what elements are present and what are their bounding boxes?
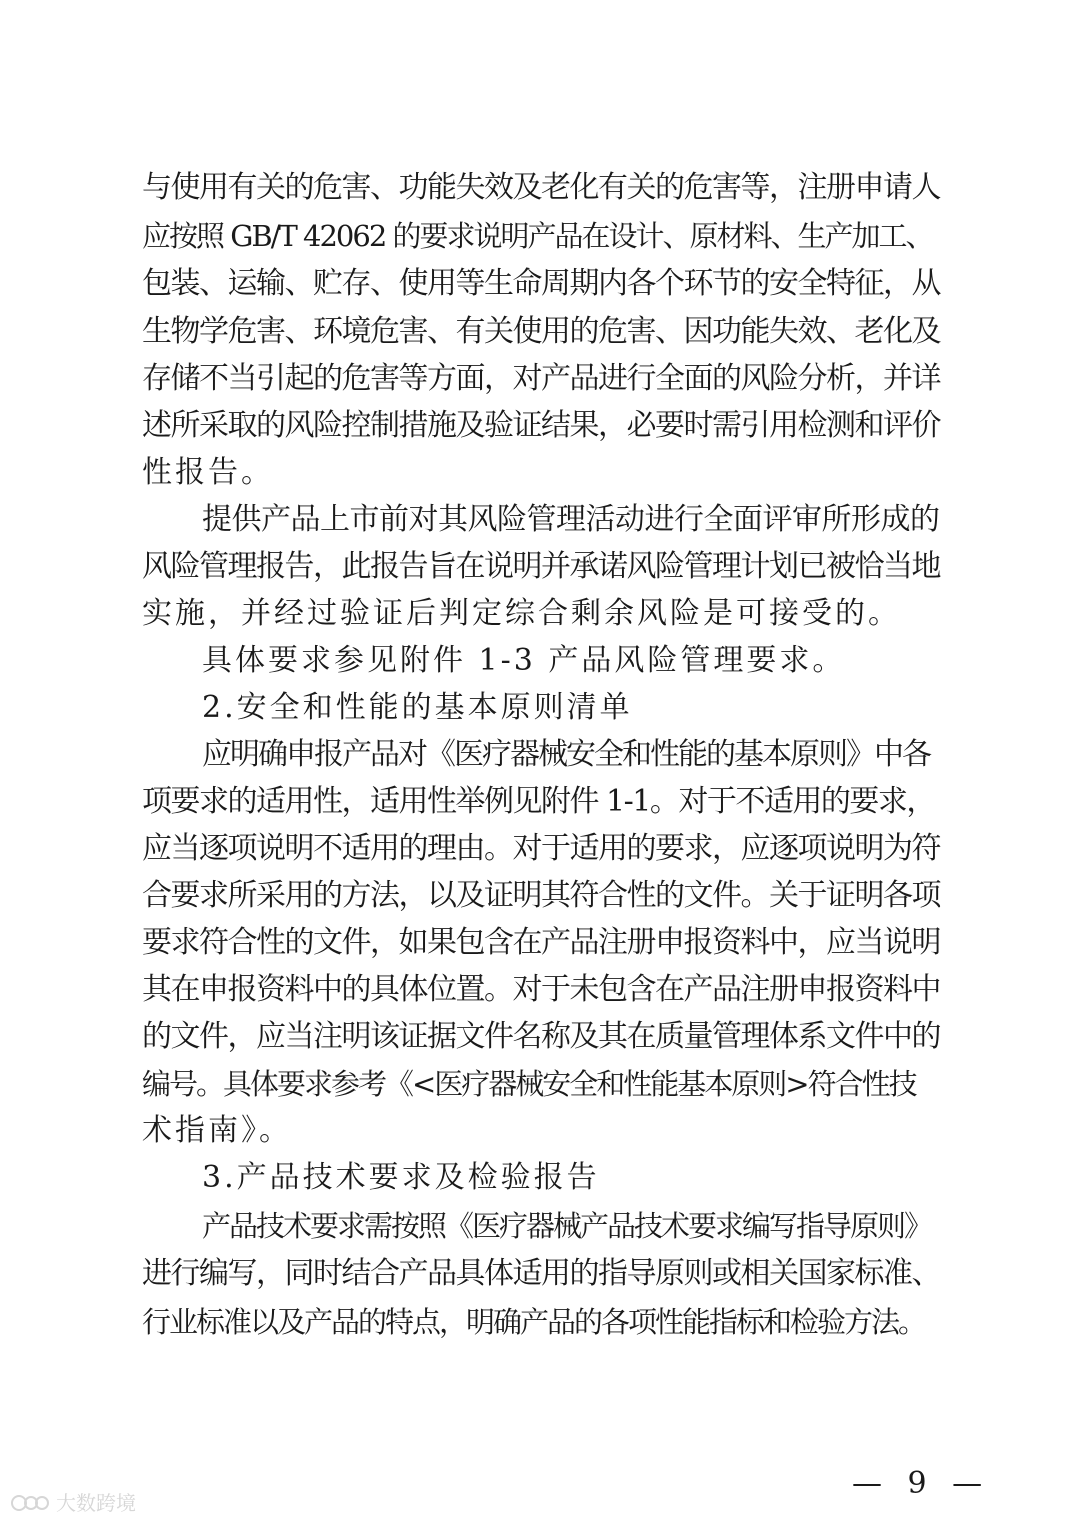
text-line: 与使用有关的危害、功能失效及老化有关的危害等，注册申请人 <box>142 170 940 205</box>
watermark <box>10 1490 136 1516</box>
text-line: 编号。具体要求参考《<医疗器械安全和性能基本原则>符合性技 <box>142 1067 916 1101</box>
text-line: 性报告。 <box>142 455 274 490</box>
text-line: 存储不当引起的危害等方面，对产品进行全面的风险分析，并详 <box>142 361 940 396</box>
paragraph-first-line: 应明确申报产品对《医疗器械安全和性能的基本原则》中各 <box>202 737 930 772</box>
text-line: 术指南》。 <box>142 1113 292 1148</box>
text-line: 合要求所采用的方法，以及证明其符合性的文件。关于证明各项 <box>142 878 940 913</box>
text-line: 项要求的适用性，适用性举例见附件 1-1。对于不适用的要求， <box>142 784 935 819</box>
text-line: 进行编写，同时结合产品具体适用的指导原则或相关国家标准、 <box>142 1256 940 1291</box>
text-line: 应按照 GB/T 42062 的要求说明产品在设计、原材料、生产加工、 <box>142 219 933 253</box>
paragraph-first-line: 提供产品上市前对其风险管理活动进行全面评审所形成的 <box>202 502 940 537</box>
watermark-logo-icon <box>10 1491 50 1515</box>
text-line: 应当逐项说明不适用的理由。对于适用的要求，应逐项说明为符 <box>142 831 940 866</box>
text-line: 风险管理报告，此报告旨在说明并承诺风险管理计划已被恰当地 <box>142 549 940 584</box>
watermark-text: 大数跨境 <box>56 1491 136 1515</box>
text-line: 述所采取的风险控制措施及验证结果，必要时需引用检测和评价 <box>142 408 940 443</box>
page-number: — 9 — <box>852 1466 991 1501</box>
section-heading: 2.安全和性能的基本原则清单 <box>202 690 633 725</box>
paragraph-first-line: 具体要求参见附件 1-3 产品风险管理要求。 <box>202 643 846 678</box>
text-line: 其在申报资料中的具体位置。对于未包含在产品注册申报资料中 <box>142 972 940 1007</box>
section-heading: 3.产品技术要求及检验报告 <box>202 1160 600 1195</box>
text-line: 的文件，应当注明该证据文件名称及其在质量管理体系文件中的 <box>142 1019 940 1054</box>
text-line: 要求符合性的文件，如果包含在产品注册申报资料中，应当说明 <box>142 925 940 960</box>
text-line: 行业标准以及产品的特点，明确产品的各项性能指标和检验方法。 <box>142 1305 926 1339</box>
text-line: 实施，并经过验证后判定综合剩余风险是可接受的。 <box>142 596 901 631</box>
text-line: 生物学危害、环境危害、有关使用的危害、因功能失效、老化及 <box>142 314 940 349</box>
text-line: 包装、运输、贮存、使用等生命周期内各个环节的安全特征，从 <box>142 266 940 301</box>
paragraph-first-line: 产品技术要求需按照《医疗器械产品技术要求编写指导原则》 <box>202 1209 932 1243</box>
